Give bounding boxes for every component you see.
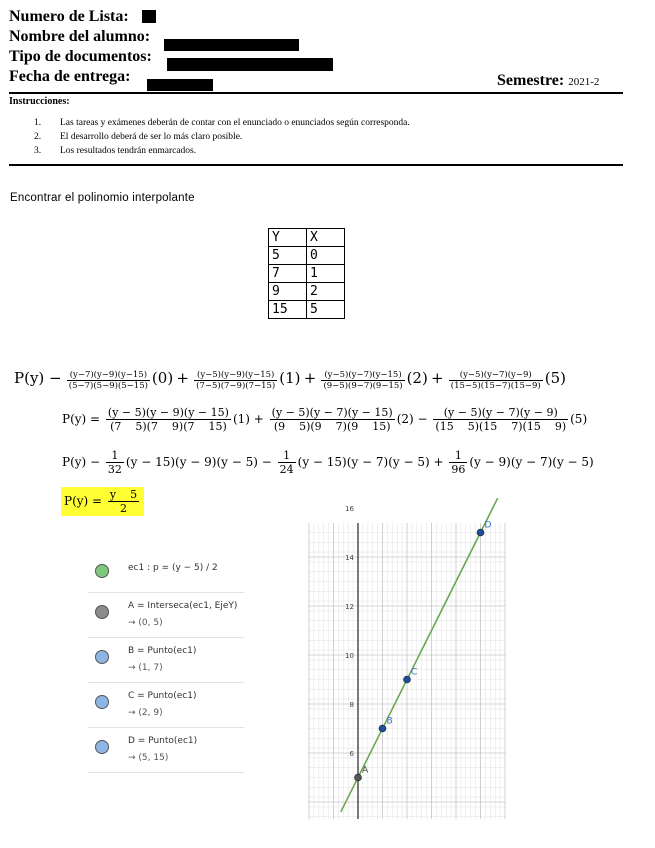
y-tick-label: 8 (349, 701, 354, 709)
algebra-text: D = Punto(ec1) (128, 736, 198, 746)
y-tick-label: 14 (345, 554, 354, 562)
eq3-fraction2: $\frac{1}{24}$ (279, 449, 294, 476)
semester-value: 2021-2 (568, 76, 600, 88)
eq1-term1-fraction: $\frac{(y-7)(y-9)(y-15)}{(5-7)(5-9)(5-15)}$ (68, 370, 148, 391)
eq1-term3-coef: (2) (406, 369, 428, 387)
algebra-item-b[interactable] (88, 638, 244, 683)
eq1-term2-coef: (1) (279, 369, 301, 387)
result-lhs: P(y) = (64, 494, 103, 508)
result-fraction: $\frac{y 5}{2}$ (109, 488, 138, 515)
table-cell: 5 (307, 301, 345, 319)
point-label: C (411, 667, 418, 678)
visibility-dot[interactable] (95, 740, 109, 754)
algebra-result: → (5, 15) (128, 753, 169, 763)
eq1-term4-coef: (5) (544, 369, 566, 387)
table-cell: 15 (269, 301, 307, 319)
algebra-view (88, 548, 244, 773)
point-b[interactable] (379, 725, 386, 732)
redacted-delivery-date (147, 79, 213, 91)
data-table (268, 228, 345, 319)
instruction-number: 1. (34, 118, 42, 128)
y-tick-label: 16 (345, 505, 354, 513)
table-header-y: Y (269, 229, 307, 247)
instructions-divider (9, 164, 623, 166)
table-cell: 1 (307, 265, 345, 283)
eq2-term3-coef: (5) (570, 412, 588, 426)
result-polynomial (61, 487, 144, 516)
instruction-text: El desarrollo deberá de ser lo más claro posible. (60, 132, 243, 142)
eq1-term3-fraction: $\frac{(y-5)(y-7)(y-15)}{(9-5)(9-7)(9-15)}$ (323, 370, 403, 391)
eq2-term1-coef: (1) (232, 412, 250, 426)
point-label: B (386, 716, 393, 727)
eq1-term4-fraction: $\frac{(y-5)(y-7)(y-9)}{(15-5)(15-7)(15-9)}$ (450, 370, 541, 391)
delivery-date-label: Fecha de entrega: (9, 68, 131, 85)
algebra-text: B = Punto(ec1) (128, 646, 197, 656)
algebra-item-a[interactable] (88, 593, 244, 638)
y-tick-label: 10 (345, 652, 354, 660)
algebra-item-ec1[interactable] (88, 548, 244, 593)
algebra-text: C = Punto(ec1) (128, 691, 197, 701)
table-cell: 9 (269, 283, 307, 301)
eq2-lhs: P(y) = (62, 412, 101, 426)
document-type-label: Tipo de documentos: (9, 48, 152, 65)
instruction-number: 2. (34, 132, 42, 142)
table-cell: 7 (269, 265, 307, 283)
header-divider (9, 92, 623, 94)
eq2-term2-coef: (2) (396, 412, 414, 426)
algebra-text: ec1 : p = (y − 5) / 2 (128, 563, 218, 573)
semester (497, 72, 599, 90)
student-name-label: Nombre del alumno: (9, 28, 151, 45)
eq3-fraction1: $\frac{1}{32}$ (107, 449, 122, 476)
algebra-item-c[interactable] (88, 683, 244, 728)
instruction-item (0, 131, 620, 145)
lagrange-equation-simplified: P(y) = $\frac{(y - 5)(y - 9)(y - 15)}{(7 5)(7 9)(7 15)}$ (1) + $\frac{(y - 5)(y - 7)(y - 15)}{(9 5)(9 7)(9 15)}$ (2) − $\frac{(y - 5)(y - 7)(y - 9)}{(15 5)(15 7)(15 9)}$ (5) (62, 406, 588, 433)
table-header-x: X (307, 229, 345, 247)
y-tick-label: 6 (349, 750, 354, 758)
algebra-result: → (1, 7) (128, 663, 163, 673)
eq3-product3: (y − 9)(y − 7)(y − 5) (469, 455, 594, 469)
instruction-item (0, 145, 620, 159)
point-label: D (484, 520, 492, 531)
redacted-student-name (164, 39, 299, 51)
eq3-product2: (y − 15)(y − 7)(y − 5) + (297, 455, 444, 469)
visibility-dot[interactable] (95, 564, 109, 578)
eq2-term2-fraction: $\frac{(y - 5)(y - 7)(y - 15)}{(9 5)(9 7)(9 15)}$ (271, 406, 393, 433)
algebra-item-d[interactable] (88, 728, 244, 773)
table-row (269, 283, 345, 301)
visibility-dot[interactable] (95, 650, 109, 664)
table-cell: 2 (307, 283, 345, 301)
eq1-term2-fraction: $\frac{(y-5)(y-9)(y-15)}{(7-5)(7-9)(7-15)}$ (196, 370, 276, 391)
eq3-fraction3: $\frac{1}{96}$ (451, 449, 466, 476)
lagrange-equation-expanded (62, 449, 594, 476)
y-tick-label: 12 (345, 603, 354, 611)
instruction-item (0, 117, 620, 131)
instructions-list (0, 117, 620, 159)
eq3-product1: (y − 15)(y − 9)(y − 5) − (125, 455, 272, 469)
table-row (269, 247, 345, 265)
eq1-term1-coef: (0) (151, 369, 174, 387)
visibility-dot[interactable] (95, 695, 109, 709)
algebra-result: → (2, 9) (128, 708, 163, 718)
algebra-result: → (0, 5) (128, 618, 163, 628)
point-a[interactable] (355, 774, 362, 781)
instruction-text: Las tareas y exámenes deberán de contar con el enunciado o enunciados según corresponda. (60, 118, 410, 128)
eq2-term1-fraction: $\frac{(y - 5)(y - 9)(y - 15)}{(7 5)(7 9)(7 15)}$ (107, 406, 229, 433)
task-statement: Encontrar el polinomio interpolante (10, 192, 195, 204)
lagrange-equation-full: P(y) − $\frac{(y-7)(y-9)(y-15)}{(5-7)(5-9)(5-15)}$ (0) + $\frac{(y-5)(y-9)(y-15)}{(7-5)(7-9)(7-15)}$ (1) + $\frac{(y-5)(y-7)(y-15)}{(9-5)(9-7)(9-15)}$ (2) + $\frac{(y-5)(y-7)(y-9)}{(15-5)(15-7)(15-9)}$ (5) (14, 369, 566, 391)
redacted-list-number (142, 10, 156, 23)
instruction-text: Los resultados tendrán enmarcados. (60, 146, 197, 156)
eq3-lhs: P(y) − (62, 455, 101, 469)
redacted-document-type (167, 58, 333, 71)
table-cell: 0 (307, 247, 345, 265)
table-row (269, 301, 345, 319)
point-c[interactable] (404, 676, 411, 683)
table-row (269, 265, 345, 283)
instructions-title: Instrucciones: (9, 96, 70, 107)
point-label: A (362, 765, 369, 776)
table-cell: 5 (269, 247, 307, 265)
visibility-dot[interactable] (95, 605, 109, 619)
eq2-term3-fraction: $\frac{(y - 5)(y - 7)(y - 9)}{(15 5)(15 7)(15 9)}$ (435, 406, 567, 433)
graphics-view[interactable] (308, 505, 506, 819)
list-number-label: Numero de Lista: (9, 8, 129, 25)
semester-label: Semestre: (497, 72, 565, 89)
point-d[interactable] (477, 529, 484, 536)
eq1-lhs: P(y) − (14, 369, 62, 387)
table-header-row (269, 229, 345, 247)
algebra-text: A = Interseca(ec1, EjeY) (128, 601, 238, 611)
instruction-number: 3. (34, 146, 42, 156)
